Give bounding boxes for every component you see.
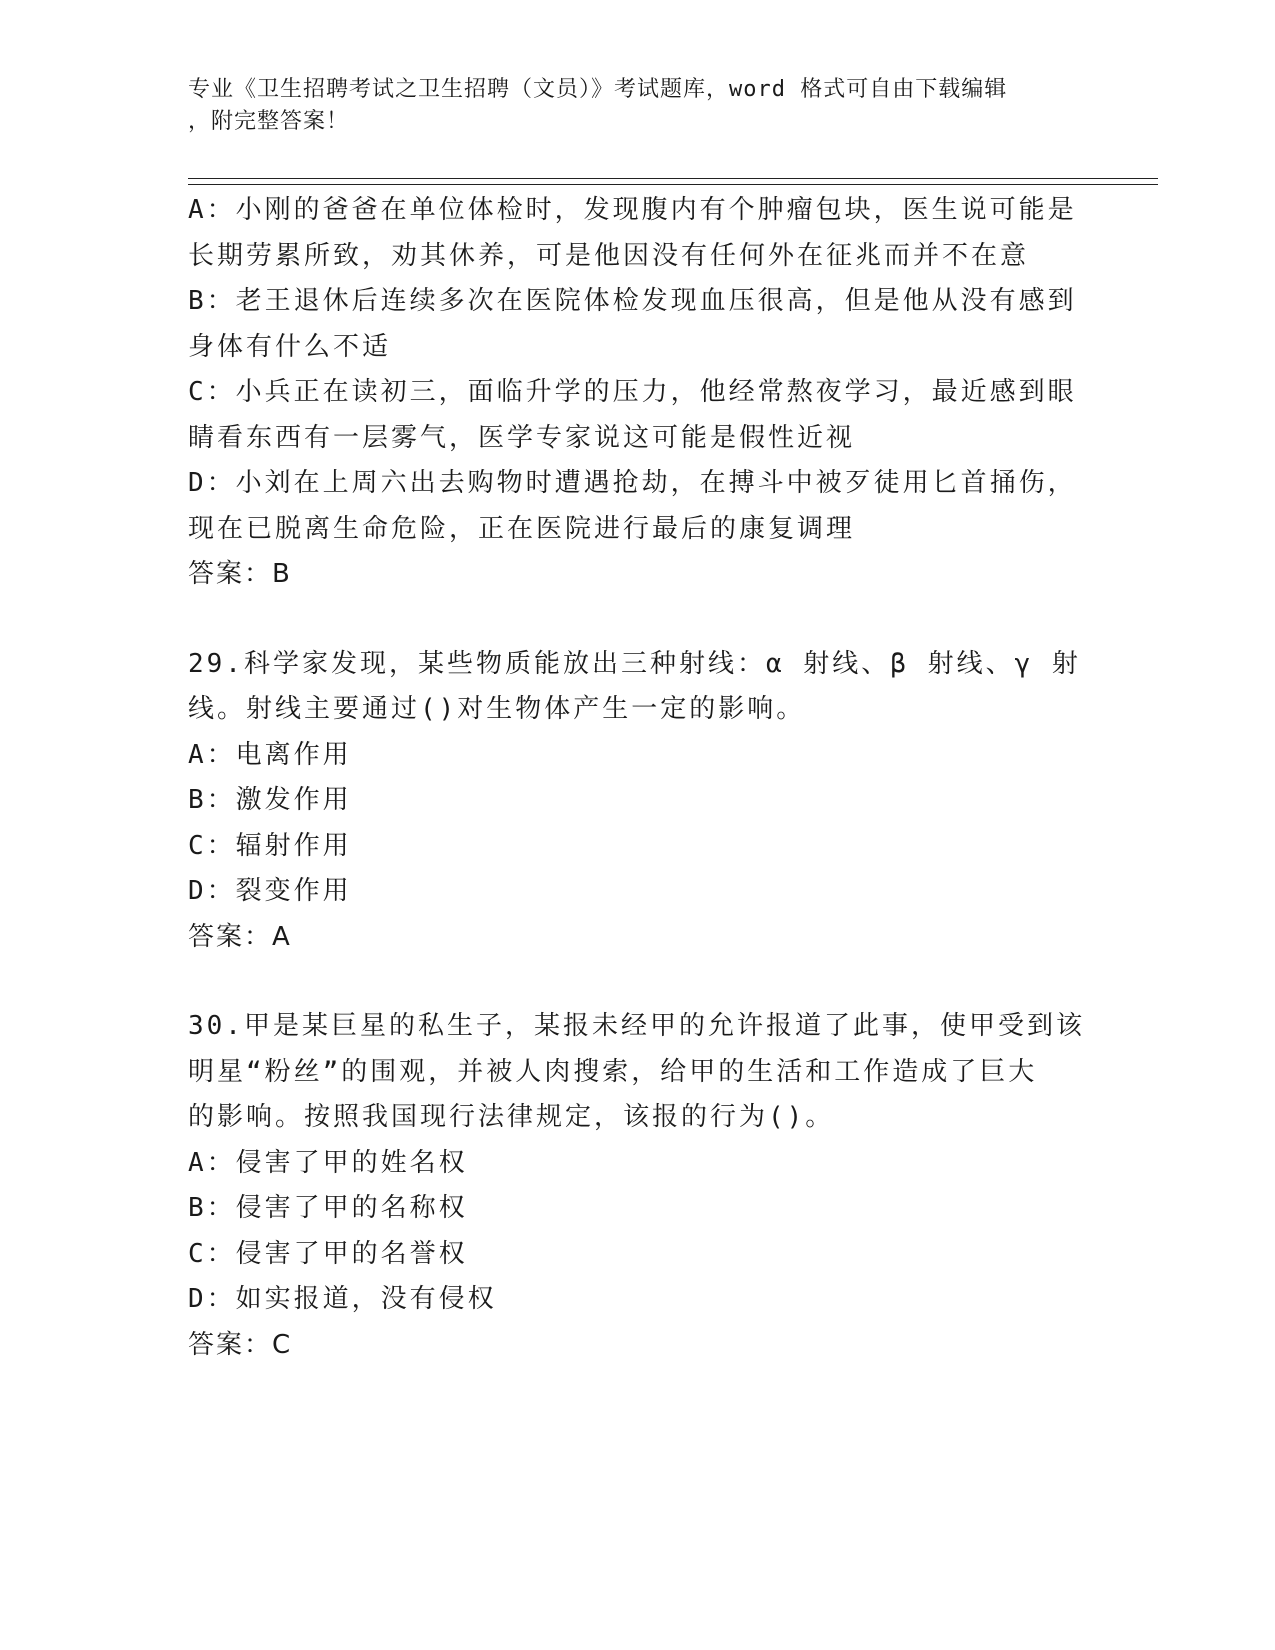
q29-option-a: A：电离作用 [188,739,352,770]
header-divider-bottom [188,184,1158,185]
header-title-line-1: 专业《卫生招聘考试之卫生招聘（文员）》考试题库，word 格式可自由下载编辑 [188,77,1008,102]
q30-stem-line-2: 明星“粉丝”的围观，并被人肉搜索，给甲的生活和工作造成了巨大 [188,1056,1038,1087]
question-content [188,188,1088,1368]
q30-stem-line-3: 的影响。按照我国现行法律规定，该报的行为()。 [188,1102,835,1132]
q28-option-b-line-1: B：老王退休后连续多次在医院体检发现血压很高，但是他从没有感到 [188,286,1077,316]
q28-answer: 答案：B [188,559,292,589]
q28-option-d-line-1: D：小刘在上周六出去购物时遭遇抢劫，在搏斗中被歹徒用匕首捅伤， [188,468,1077,498]
question-spacer [188,598,1088,642]
q30-option-a: A：侵害了甲的姓名权 [188,1147,468,1178]
q29-answer: 答案：A [188,921,292,952]
q29-option-b: B：激发作用 [188,785,352,815]
q30-answer: 答案：C [188,1329,293,1360]
q29-stem-line-1: 29.科学家发现，某些物质能放出三种射线：α 射线、β 射线、γ 射 [188,648,1081,679]
q28-option-b-line-2: 身体有什么不适 [188,331,392,362]
q28-option-c-line-1: C：小兵正在读初三，面临升学的压力，他经常熬夜学习，最近感到眼 [188,377,1077,407]
q28-option-a-line-1: A：小刚的爸爸在单位体检时，发现腹内有个肿瘤包块，医生说可能是 [188,195,1077,225]
question-spacer [188,960,1088,1004]
q28-option-d-line-2: 现在已脱离生命危险，正在医院进行最后的康复调理 [188,513,856,544]
header-divider-top [188,178,1158,179]
q28-option-a-line-2: 长期劳累所致，劝其休养，可是他因没有任何外在征兆而并不在意 [188,240,1030,271]
q30-option-d: D：如实报道，没有侵权 [188,1284,497,1314]
q29-stem-line-2: 线。射线主要通过()对生物体产生一定的影响。 [188,694,806,724]
q28-option-c-line-2: 睛看东西有一层雾气，医学专家说这可能是假性近视 [188,422,856,453]
question-28 [188,188,1088,598]
q30-stem-line-1: 30.甲是某巨星的私生子，某报未经甲的允许报道了此事，使甲受到该 [188,1011,1085,1041]
q29-option-c: C：辐射作用 [188,830,352,861]
document-header [188,74,1088,138]
q30-option-c: C：侵害了甲的名誉权 [188,1238,468,1269]
question-30 [188,1004,1088,1368]
question-29 [188,642,1088,961]
q30-option-b: B：侵害了甲的名称权 [188,1193,468,1223]
q29-option-d: D：裂变作用 [188,876,352,906]
header-title-line-2: ，附完整答案！ [188,109,350,134]
